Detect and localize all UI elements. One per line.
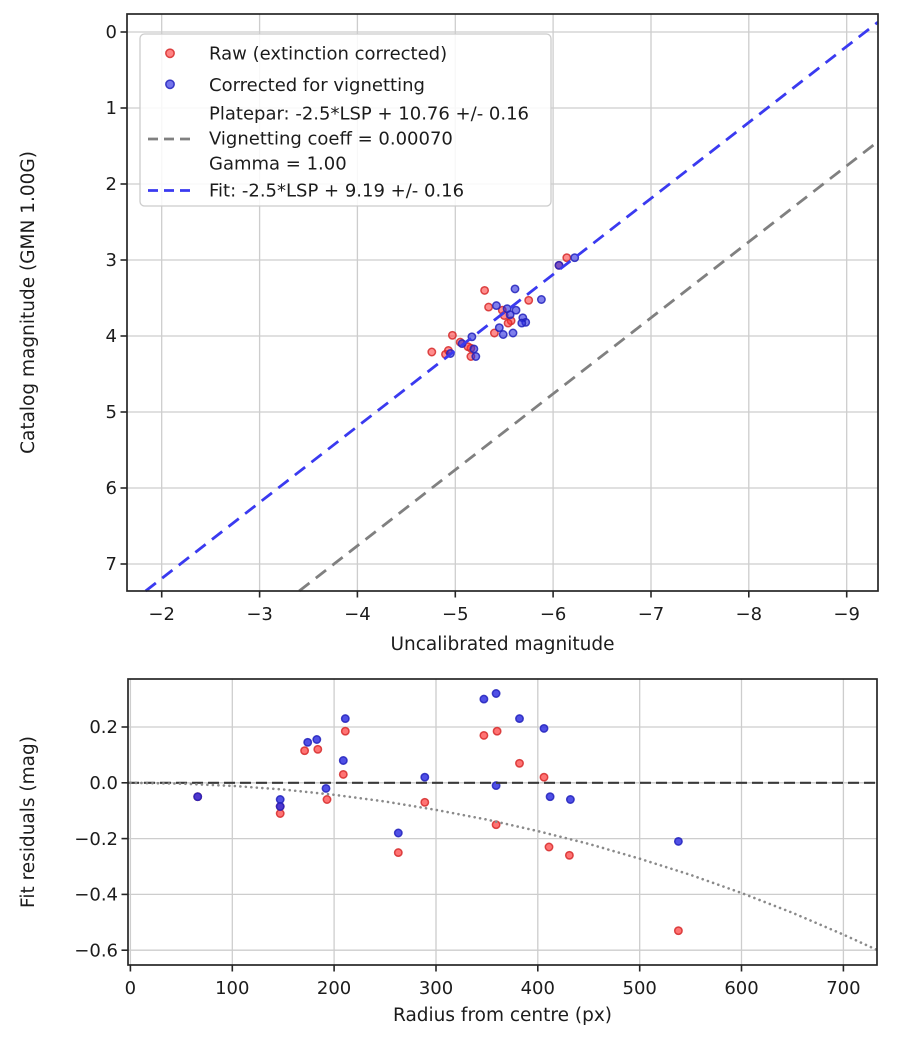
y-axis-label: Fit residuals (mag) <box>18 736 39 908</box>
y-tick-label: 0.0 <box>89 772 118 794</box>
raw-residuals-point <box>566 852 573 859</box>
x-tick-label: 400 <box>520 978 555 999</box>
raw-residuals-point <box>675 927 682 934</box>
legend-label: Raw (extinction corrected) <box>209 43 448 65</box>
raw-residuals-point <box>540 774 547 781</box>
legend-label: Fit: -2.5*LSP + 9.19 +/- 0.16 <box>209 180 465 202</box>
corrected-residuals-point <box>480 695 487 702</box>
legend-label: Gamma = 1.00 <box>209 153 347 175</box>
corrected-residuals-point <box>516 715 523 722</box>
corrected-residuals-point <box>322 785 329 792</box>
raw-residuals-point <box>395 849 402 856</box>
y-tick-label: 1 <box>105 98 117 120</box>
raw-scatter-point <box>428 348 435 355</box>
legend-marker-dot <box>166 49 174 57</box>
x-tick-label: −4 <box>344 604 371 625</box>
x-tick-label: 200 <box>316 978 352 999</box>
x-tick-label: 300 <box>418 978 454 999</box>
x-axis-label: Radius from centre (px) <box>393 1005 612 1026</box>
y-axis-label: Catalog magnitude (GMN 1.00G) <box>18 151 39 454</box>
corrected-scatter-point <box>511 285 518 292</box>
corrected-residuals-point <box>546 793 553 800</box>
raw-residuals-point <box>342 728 349 735</box>
corrected-scatter-point <box>506 311 513 318</box>
x-tick-label: 500 <box>622 978 657 999</box>
legend-label: Corrected for vignetting <box>209 75 425 96</box>
legend-marker-dot <box>166 80 174 88</box>
corrected-residuals-point <box>540 725 547 732</box>
corrected-residuals-point <box>194 793 201 800</box>
y-tick-label: 4 <box>105 326 117 348</box>
raw-scatter-point <box>481 287 488 294</box>
corrected-scatter-point <box>470 345 477 352</box>
x-tick-label: 600 <box>724 978 759 999</box>
corrected-scatter-point <box>538 296 545 303</box>
raw-residuals-point <box>480 732 487 739</box>
corrected-scatter-point <box>493 302 500 309</box>
corrected-residuals-point <box>675 838 682 845</box>
raw-residuals-point <box>493 728 500 735</box>
x-tick-label: −7 <box>637 604 665 625</box>
corrected-residuals-point <box>342 715 349 722</box>
y-tick-label: 7 <box>105 554 117 576</box>
raw-residuals-point <box>301 747 308 754</box>
x-tick-label: −8 <box>735 604 763 625</box>
x-axis-label: Uncalibrated magnitude <box>390 634 615 655</box>
x-tick-label: −9 <box>833 604 860 625</box>
y-tick-label: −0.2 <box>74 828 118 850</box>
corrected-residuals-point <box>277 803 284 810</box>
raw-residuals-point <box>516 760 523 767</box>
legend-label: Platepar: -2.5*LSP + 10.76 +/- 0.16 <box>209 103 529 125</box>
corrected-residuals-point <box>304 739 311 746</box>
y-tick-label: 6 <box>105 478 117 500</box>
legend <box>140 34 551 206</box>
corrected-scatter-point <box>518 319 525 326</box>
corrected-residuals-point <box>567 796 574 803</box>
corrected-residuals-point <box>313 736 320 743</box>
y-tick-label: −0.6 <box>74 940 118 962</box>
x-tick-label: 700 <box>826 978 861 999</box>
corrected-residuals-point <box>395 829 402 836</box>
corrected-scatter-point <box>509 329 516 336</box>
y-tick-label: 0.2 <box>89 717 118 739</box>
y-tick-label: 0 <box>105 22 117 44</box>
y-tick-label: 3 <box>105 250 117 272</box>
raw-residuals-point <box>323 796 330 803</box>
corrected-residuals-point <box>492 690 499 697</box>
x-tick-label: −5 <box>442 604 469 625</box>
corrected-scatter-point <box>500 331 507 338</box>
y-tick-label: 2 <box>105 174 117 196</box>
y-tick-label: 5 <box>105 402 117 424</box>
x-tick-label: −3 <box>246 604 273 625</box>
x-tick-label: 0 <box>124 978 137 999</box>
raw-residuals-point <box>421 799 428 806</box>
corrected-residuals-point <box>421 774 428 781</box>
raw-scatter-point <box>525 297 532 304</box>
raw-scatter-point <box>504 319 511 326</box>
raw-scatter-point <box>485 303 492 310</box>
raw-residuals-point <box>545 843 552 850</box>
raw-scatter-point <box>449 332 456 339</box>
y-tick-label: −0.4 <box>74 884 118 906</box>
raw-residuals-point <box>314 746 321 753</box>
x-tick-label: −2 <box>148 604 175 625</box>
legend-label: Vignetting coeff = 0.00070 <box>209 128 453 150</box>
x-tick-label: 100 <box>215 978 250 999</box>
x-tick-label: −6 <box>539 604 567 625</box>
raw-residuals-point <box>340 771 347 778</box>
corrected-scatter-point <box>472 353 479 360</box>
corrected-residuals-point <box>340 757 347 764</box>
